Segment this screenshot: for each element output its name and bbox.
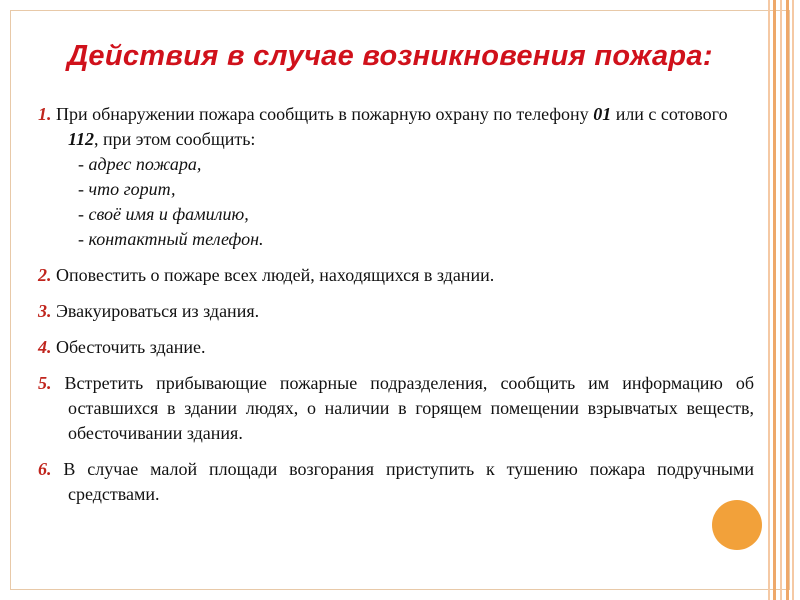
item-number: 2. (38, 265, 52, 285)
decor-stripe (773, 0, 776, 600)
decor-stripe (780, 0, 782, 600)
decor-stripe (768, 0, 770, 600)
sub-item: - контактный телефон. (78, 229, 264, 249)
mobile-number: 112 (68, 129, 95, 149)
list-item-1 (38, 102, 754, 252)
decor-stripe (792, 0, 794, 600)
decor-stripe (786, 0, 789, 600)
item-text: или с сотового (611, 104, 728, 124)
decor-circle (712, 500, 762, 550)
list-item-4 (38, 335, 754, 360)
sub-item: - своё имя и фамилию, (78, 204, 249, 224)
item-text: В случае малой площади возгорания приступить к тушению пожара подручными средствами. (63, 459, 755, 504)
list-item-2 (38, 263, 754, 288)
item-number: 1. (38, 104, 52, 124)
item-text: Встретить прибывающие пожарные подразделения, сообщить им информацию об оставшихся в здании людях, о наличии в горящем помещении взрывчатых веществ, обесточивании здания. (64, 373, 755, 443)
list-item-6 (38, 457, 754, 507)
item-number: 3. (38, 301, 52, 321)
item-text: При обнаружении пожара сообщить в пожарную охрану по телефону (56, 104, 594, 124)
item-text: Эвакуироваться из здания. (56, 301, 260, 321)
instruction-list (38, 102, 754, 518)
item-text: Оповестить о пожаре всех людей, находящихся в здании. (56, 265, 495, 285)
list-item-5 (38, 371, 754, 446)
sub-item: - адрес пожара, (78, 154, 202, 174)
list-item-3 (38, 299, 754, 324)
item-text: Обесточить здание. (56, 337, 206, 357)
phone-number: 01 (593, 104, 612, 124)
slide-title: Действия в случае возникновения пожара: (67, 40, 713, 72)
item-text: , при этом сообщить: (94, 129, 256, 149)
item-number: 6. (38, 459, 52, 479)
sub-item: - что горит, (78, 179, 176, 199)
item-number: 4. (38, 337, 52, 357)
item-number: 5. (38, 373, 52, 393)
